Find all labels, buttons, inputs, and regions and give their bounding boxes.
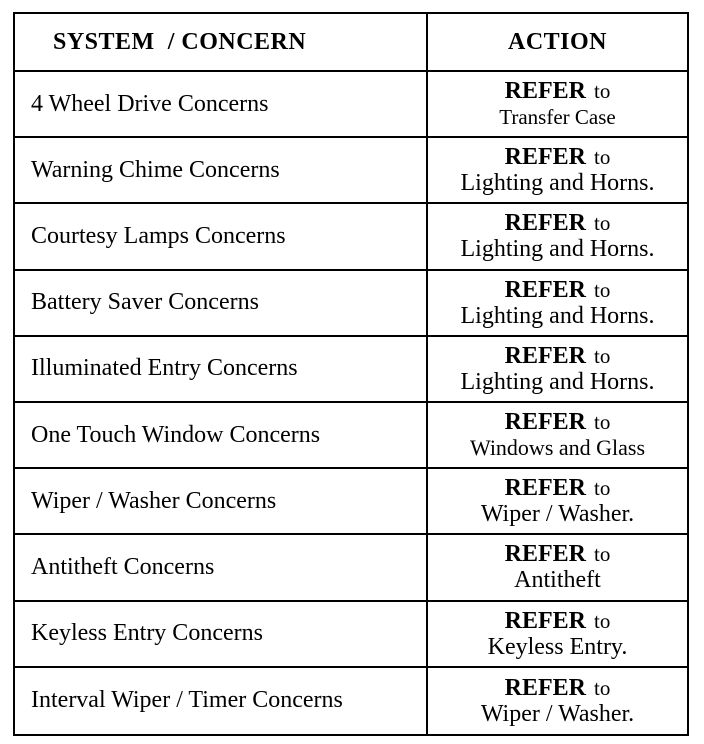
to-label: to bbox=[594, 476, 611, 501]
refer-label: REFER bbox=[504, 607, 586, 634]
action-cell bbox=[428, 602, 687, 668]
action-cell bbox=[428, 337, 687, 403]
refer-target: Wiper / Washer. bbox=[480, 700, 635, 727]
to-label: to bbox=[594, 542, 611, 567]
system-cell: Keyless Entry Concerns bbox=[15, 602, 428, 668]
refer-label: REFER bbox=[504, 210, 586, 237]
refer-target: Lighting and Horns. bbox=[460, 368, 655, 395]
to-label: to bbox=[594, 608, 611, 633]
system-cell: Battery Saver Concerns bbox=[15, 271, 428, 337]
system-cell: Interval Wiper / Timer Concerns bbox=[15, 668, 428, 734]
refer-label: REFER bbox=[504, 276, 586, 303]
refer-target: Transfer Case bbox=[499, 105, 616, 130]
refer-target: Antitheft bbox=[514, 567, 601, 594]
to-label: to bbox=[594, 79, 611, 104]
system-cell: One Touch Window Concerns bbox=[15, 403, 428, 469]
action-cell bbox=[428, 403, 687, 469]
action-cell bbox=[428, 668, 687, 734]
refer-label: REFER bbox=[504, 144, 586, 171]
system-cell: 4 Wheel Drive Concerns bbox=[15, 72, 428, 138]
action-cell bbox=[428, 535, 687, 601]
to-label: to bbox=[594, 343, 611, 368]
refer-target: Keyless Entry. bbox=[487, 633, 628, 660]
refer-target: Lighting and Horns. bbox=[460, 236, 655, 263]
refer-label: REFER bbox=[504, 342, 586, 369]
header-system-concern: SYSTEM / CONCERN bbox=[15, 14, 428, 72]
refer-target: Wiper / Washer. bbox=[480, 501, 635, 528]
refer-label: REFER bbox=[504, 475, 586, 502]
system-cell: Courtesy Lamps Concerns bbox=[15, 204, 428, 270]
refer-target: Lighting and Horns. bbox=[460, 302, 655, 329]
refer-label: REFER bbox=[504, 541, 586, 568]
to-label: to bbox=[594, 410, 611, 435]
refer-label: REFER bbox=[504, 78, 586, 105]
system-cell: Antitheft Concerns bbox=[15, 535, 428, 601]
refer-target: Lighting and Horns. bbox=[460, 170, 655, 197]
system-cell: Wiper / Washer Concerns bbox=[15, 469, 428, 535]
to-label: to bbox=[594, 211, 611, 236]
action-cell bbox=[428, 72, 687, 138]
system-cell: Warning Chime Concerns bbox=[15, 138, 428, 204]
to-label: to bbox=[594, 277, 611, 302]
refer-target: Windows and Glass bbox=[469, 435, 646, 461]
refer-label: REFER bbox=[504, 674, 586, 701]
concern-action-table bbox=[13, 12, 689, 736]
action-cell bbox=[428, 138, 687, 204]
refer-label: REFER bbox=[504, 409, 586, 436]
action-cell bbox=[428, 204, 687, 270]
to-label: to bbox=[594, 675, 611, 700]
header-action: ACTION bbox=[428, 14, 687, 72]
system-cell: Illuminated Entry Concerns bbox=[15, 337, 428, 403]
to-label: to bbox=[594, 145, 611, 170]
action-cell bbox=[428, 271, 687, 337]
action-cell bbox=[428, 469, 687, 535]
